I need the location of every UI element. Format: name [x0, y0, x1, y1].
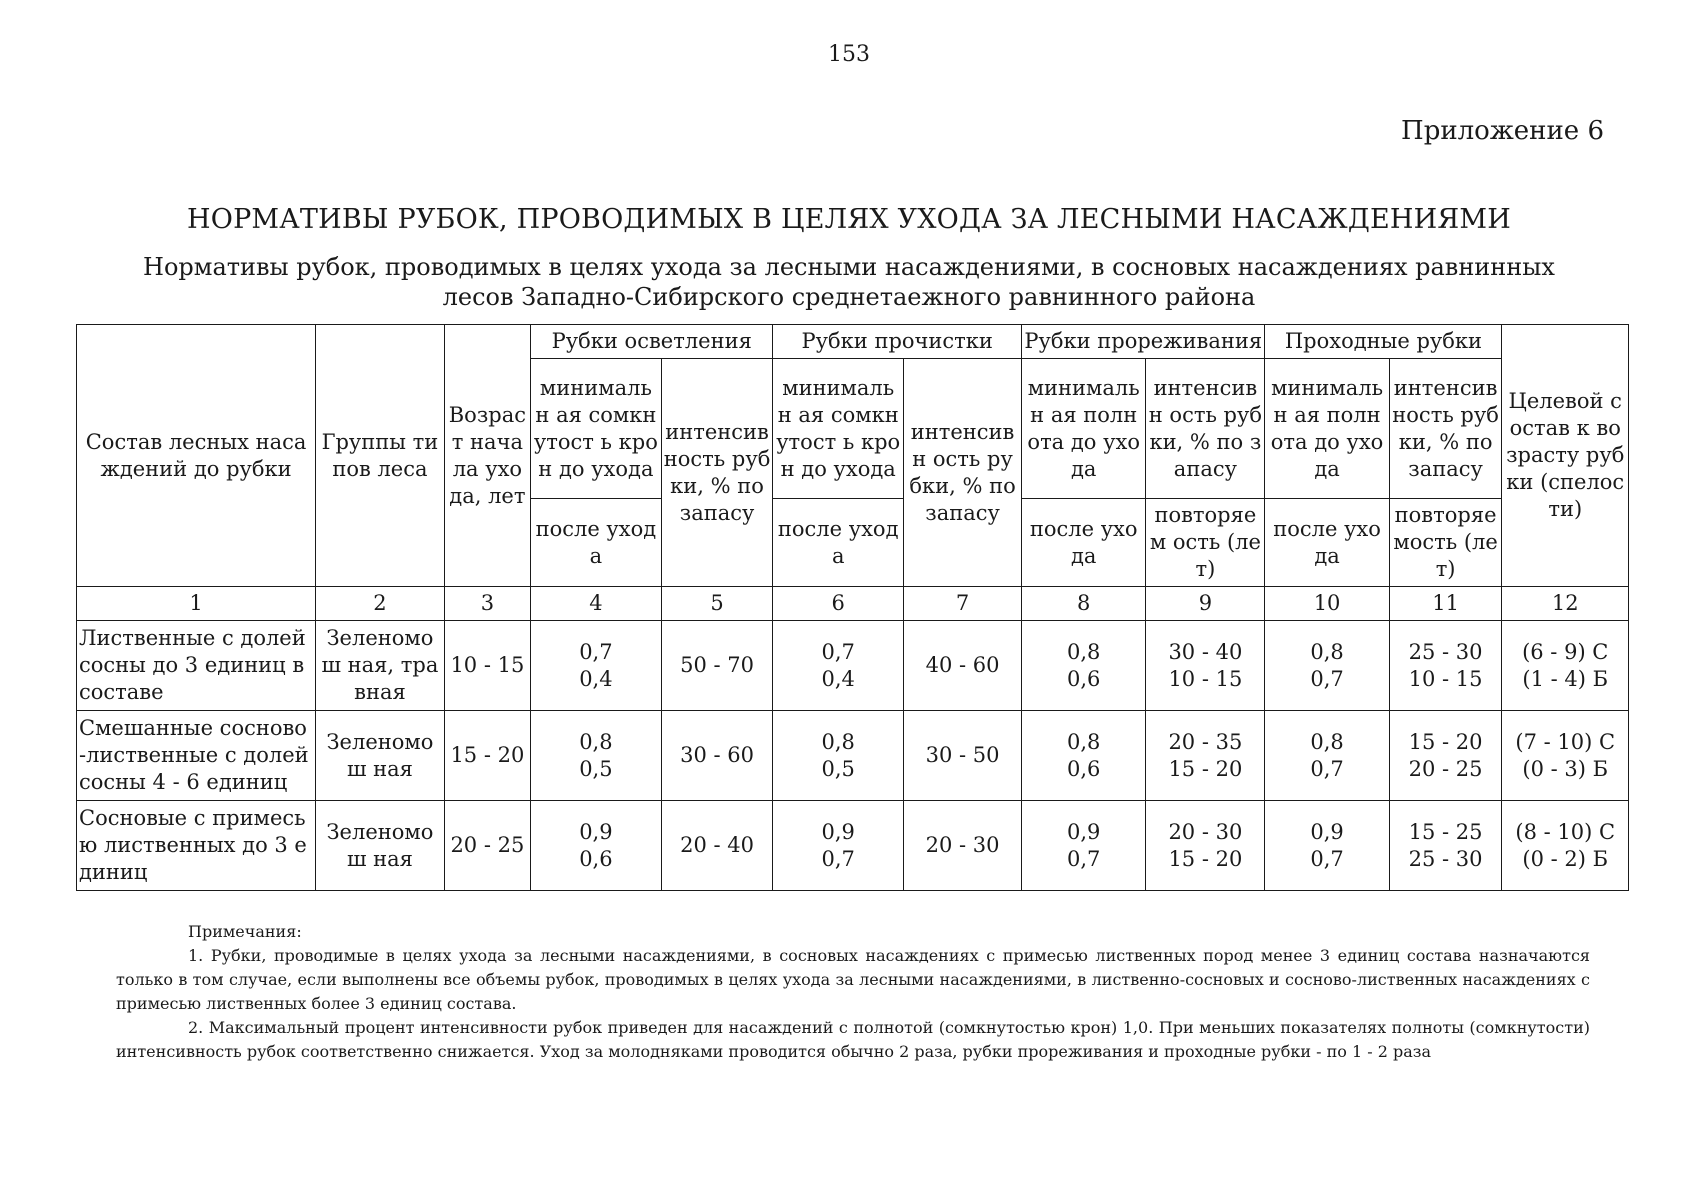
cell-composition: Лиственные с долей сосны до 3 единиц в составе — [77, 621, 316, 711]
cell-c5: 30 - 60 — [661, 711, 773, 801]
cell-c5: 50 - 70 — [661, 621, 773, 711]
header-c8-bottom: после ухода — [1022, 499, 1146, 587]
cell-c10: 0,8 0,7 — [1265, 621, 1389, 711]
header-target-composition: Целевой состав к возрасту рубки (спелости) — [1502, 325, 1629, 587]
page-number: 153 — [828, 42, 870, 67]
header-c6-bottom: после ухода — [773, 499, 904, 587]
cell-c8: 0,9 0,7 — [1022, 801, 1146, 891]
cell-c12: (7 - 10) С (0 - 3) Б — [1502, 711, 1629, 801]
header-c9-bottom: повторяем ость (лет) — [1146, 499, 1265, 587]
cell-c9: 20 - 35 15 - 20 — [1146, 711, 1265, 801]
cell-c4: 0,7 0,4 — [531, 621, 662, 711]
header-c10-bottom: после ухода — [1265, 499, 1389, 587]
cell-c11: 15 - 20 20 - 25 — [1389, 711, 1502, 801]
cell-forest-type: Зеленомош ная, травная — [316, 621, 445, 711]
table-row — [77, 621, 1629, 711]
column-number: 12 — [1502, 587, 1629, 621]
header-c6-top: минимальн ая сомкнутост ь крон до ухода — [773, 359, 904, 499]
column-number: 5 — [661, 587, 773, 621]
appendix-label: Приложение 6 — [1401, 116, 1604, 146]
header-c11-top: интенсив ность рубки, % по запасу — [1389, 359, 1502, 499]
cell-c9: 20 - 30 15 - 20 — [1146, 801, 1265, 891]
header-row-groups — [77, 325, 1629, 359]
note-1: 1. Рубки, проводимые в целях ухода за лесными насаждениями, в сосновых насаждениях с примесью лиственных пород менее 3 единиц состава назначаются только в том случае, если выполнены все объемы рубок, проводимых в целях ухода за лесными насаждениями, в лиственно-сосновых и сосново-лиственных насаждениях с примесью лиственных более 3 единиц состава. — [116, 946, 1590, 1013]
header-c10-top: минимальн ая полнота до ухода — [1265, 359, 1389, 499]
column-number: 11 — [1389, 587, 1502, 621]
cell-c11: 25 - 30 10 - 15 — [1389, 621, 1502, 711]
header-c4-bottom: после ухода — [531, 499, 662, 587]
header-forest-type: Группы типов леса — [316, 325, 445, 587]
document-title: НОРМАТИВЫ РУБОК, ПРОВОДИМЫХ В ЦЕЛЯХ УХОДА ЗА ЛЕСНЫМИ НАСАЖДЕНИЯМИ — [186, 204, 1512, 235]
cell-c6: 0,9 0,7 — [773, 801, 904, 891]
header-c9-top: интенсивн ость рубки, % по запасу — [1146, 359, 1265, 499]
cell-age: 20 - 25 — [444, 801, 530, 891]
header-c7: интенсивн ость рубки, % по запасу — [904, 359, 1022, 587]
subtitle-line-2: лесов Западно-Сибирского среднетаежного равнинного района — [442, 283, 1256, 311]
column-number: 2 — [316, 587, 445, 621]
header-group-prorezhivaniya: Рубки прореживания — [1022, 325, 1265, 359]
header-group-prokhodnye: Проходные рубки — [1265, 325, 1502, 359]
note-2: 2. Максимальный процент интенсивности рубок приведен для насаждений с полнотой (сомкнутостью крон) 1,0. При меньших показателях полноты (сомкнутости) интенсивность рубок соответственно снижается. Уход за молодняками проводится обычно 2 раза, рубки прореживания и проходные рубки - по 1 - 2 раза — [116, 1018, 1590, 1061]
cell-forest-type: Зеленомош ная — [316, 711, 445, 801]
cell-age: 10 - 15 — [444, 621, 530, 711]
column-number: 10 — [1265, 587, 1389, 621]
header-age: Возрас т начала ухода, лет — [444, 325, 530, 587]
cell-c8: 0,8 0,6 — [1022, 621, 1146, 711]
cell-c6: 0,8 0,5 — [773, 711, 904, 801]
cell-composition: Смешанные сосново-лиственные с долей сосны 4 - 6 единиц — [77, 711, 316, 801]
header-group-prochistki: Рубки прочистки — [773, 325, 1022, 359]
cell-c5: 20 - 40 — [661, 801, 773, 891]
cell-c10: 0,8 0,7 — [1265, 711, 1389, 801]
cell-c6: 0,7 0,4 — [773, 621, 904, 711]
table-row — [77, 711, 1629, 801]
cell-forest-type: Зеленомош ная — [316, 801, 445, 891]
column-number: 8 — [1022, 587, 1146, 621]
cell-c9: 30 - 40 10 - 15 — [1146, 621, 1265, 711]
cell-c8: 0,8 0,6 — [1022, 711, 1146, 801]
cell-c11: 15 - 25 25 - 30 — [1389, 801, 1502, 891]
notes-block — [116, 920, 1590, 1064]
notes-heading: Примечания: — [188, 922, 302, 941]
norms-table — [76, 324, 1629, 891]
cell-c7: 30 - 50 — [904, 711, 1022, 801]
column-number: 9 — [1146, 587, 1265, 621]
header-composition: Состав лесных насаждений до рубки — [77, 325, 316, 587]
table-subtitle — [0, 252, 1698, 312]
cell-composition: Сосновые с примесью лиственных до 3 единиц — [77, 801, 316, 891]
cell-c10: 0,9 0,7 — [1265, 801, 1389, 891]
column-number-row — [77, 587, 1629, 621]
column-number: 3 — [444, 587, 530, 621]
cell-c4: 0,8 0,5 — [531, 711, 662, 801]
column-number: 6 — [773, 587, 904, 621]
cell-c4: 0,9 0,6 — [531, 801, 662, 891]
header-c8-top: минимальн ая полнота до ухода — [1022, 359, 1146, 499]
column-number: 1 — [77, 587, 316, 621]
cell-c7: 40 - 60 — [904, 621, 1022, 711]
subtitle-line-1: Нормативы рубок, проводимых в целях ухода за лесными насаждениями, в сосновых насаждениях равнинных — [143, 253, 1555, 281]
cell-c7: 20 - 30 — [904, 801, 1022, 891]
header-group-osvetleniya: Рубки осветления — [531, 325, 773, 359]
header-c4-top: минимальн ая сомкнутост ь крон до ухода — [531, 359, 662, 499]
cell-c12: (6 - 9) С (1 - 4) Б — [1502, 621, 1629, 711]
table-row — [77, 801, 1629, 891]
column-number: 4 — [531, 587, 662, 621]
header-c11-bottom: повторяе мость (лет) — [1389, 499, 1502, 587]
cell-c12: (8 - 10) С (0 - 2) Б — [1502, 801, 1629, 891]
cell-age: 15 - 20 — [444, 711, 530, 801]
header-c5: интенсив ность рубки, % по запасу — [661, 359, 773, 587]
column-number: 7 — [904, 587, 1022, 621]
